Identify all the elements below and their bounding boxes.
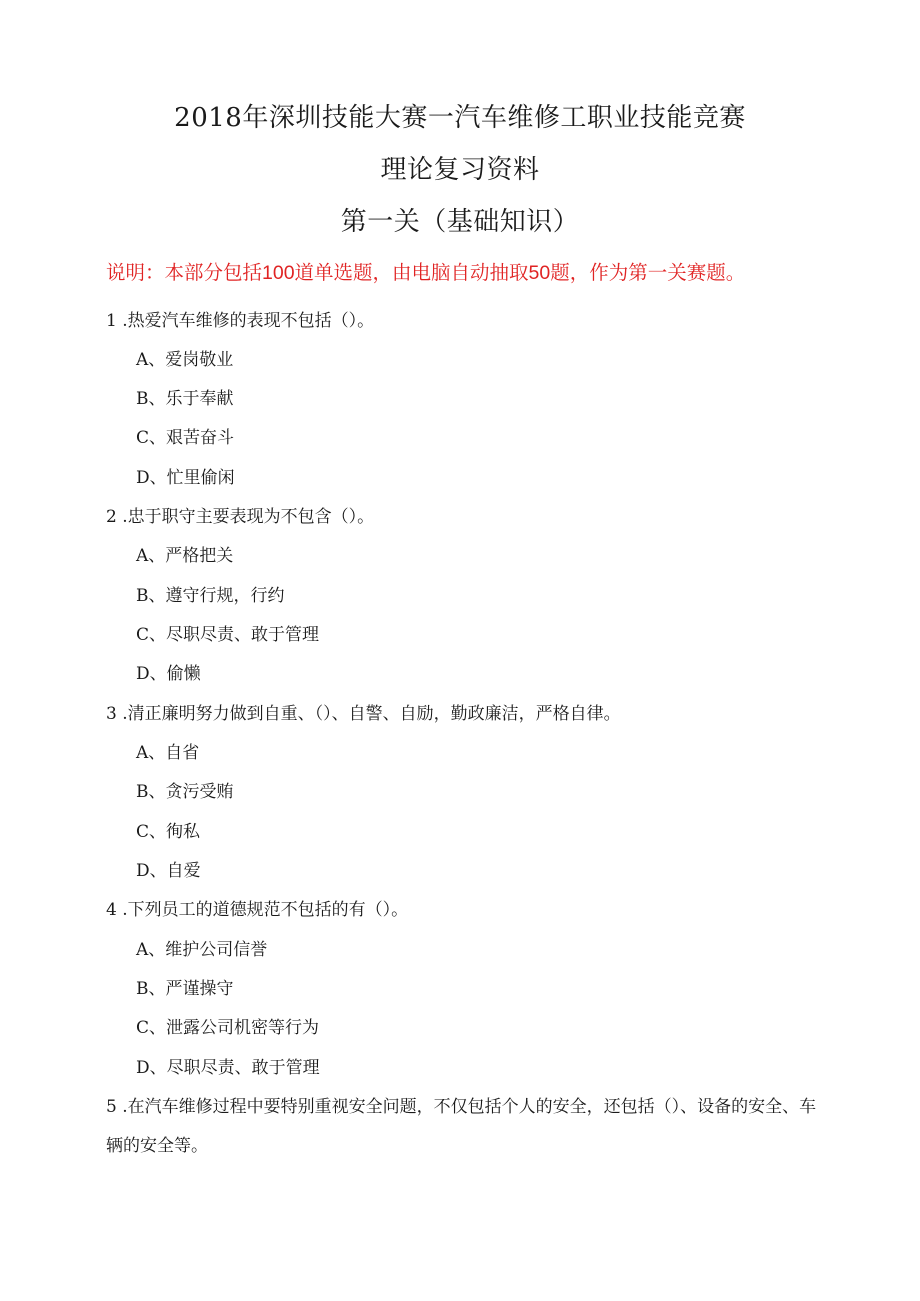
question-1-option-d: D、忙里偷闲 — [136, 468, 235, 488]
section-heading: 第一关（基础知识） — [340, 207, 580, 237]
document-title: 2018年深圳技能大赛一汽车维修工职业技能竞赛 — [174, 103, 746, 133]
question-3: 3 .清正廉明努力做到自重、（）、自警、自励，勤政廉洁，严格自律。 — [106, 704, 621, 724]
question-2-option-d: D、偷懒 — [136, 664, 201, 684]
question-1-option-c: C、艰苦奋斗 — [136, 428, 235, 448]
question-1-option-a: A、爱岗敬业 — [136, 350, 234, 370]
question-2-option-a: A、严格把关 — [136, 546, 234, 566]
question-2-option-b: B、遵守行规，行约 — [136, 586, 285, 606]
question-3-option-c: C、徇私 — [136, 822, 201, 842]
document-subtitle: 理论复习资料 — [380, 155, 540, 185]
question-2-option-c: C、尽职尽责、敢于管理 — [136, 625, 320, 645]
question-3-option-a: A、自省 — [136, 743, 200, 763]
question-4-option-c: C、泄露公司机密等行为 — [136, 1018, 320, 1038]
question-3-option-d: D、自爱 — [136, 861, 201, 881]
question-4-option-b: B、严谨操守 — [136, 979, 234, 999]
question-4-option-d: D、尽职尽责、敢于管理 — [136, 1058, 320, 1078]
question-4-option-a: A、维护公司信誉 — [136, 940, 268, 960]
question-1-option-b: B、乐于奉献 — [136, 389, 234, 409]
question-4: 4 .下列员工的道德规范不包括的有（）。 — [106, 900, 409, 920]
question-3-option-b: B、贪污受贿 — [136, 782, 234, 802]
question-1: 1 .热爱汽车维修的表现不包括（）。 — [106, 311, 375, 331]
question-5: 5 .在汽车维修过程中要特别重视安全问题，不仅包括个人的安全，还包括（）、设备的安全、车辆的安全等。 — [106, 1097, 817, 1156]
question-2: 2 .忠于职守主要表现为不包含（）。 — [106, 507, 375, 527]
instruction-note: 说明：本部分包括100道单选题，由电脑自动抽取50题，作为第一关赛题。 — [106, 262, 746, 284]
